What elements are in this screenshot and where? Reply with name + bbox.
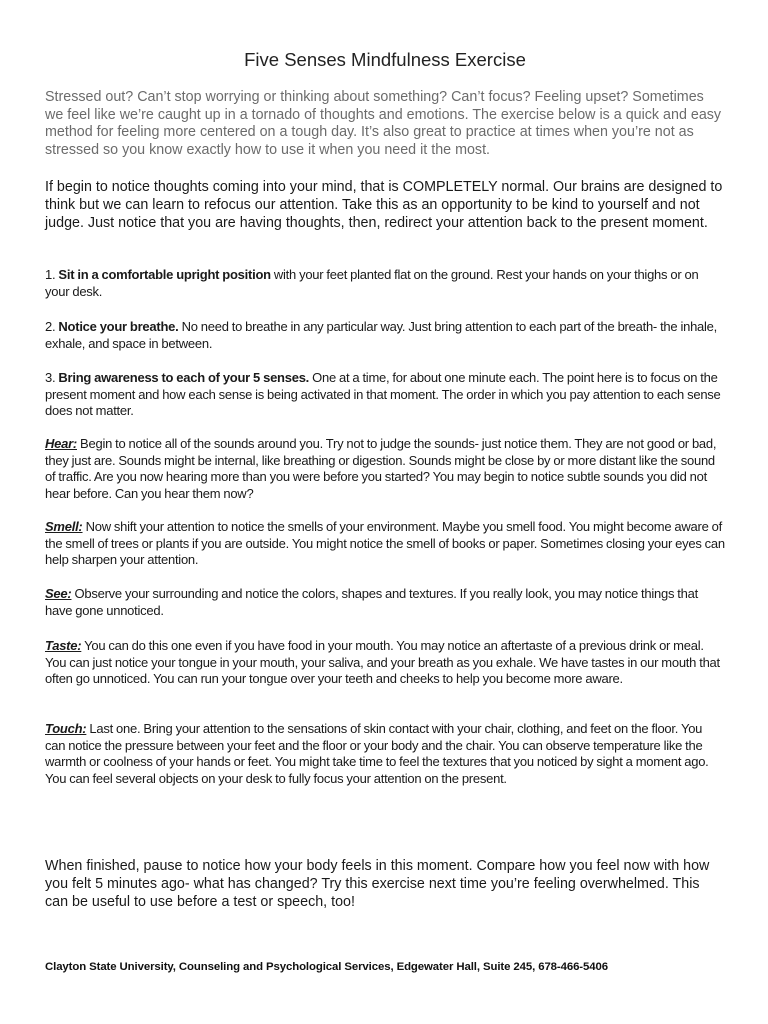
step-number: 1. [45, 267, 56, 282]
step-heading: Sit in a comfortable upright position [58, 267, 271, 282]
document-page [45, 0, 725, 1024]
sense-touch [45, 721, 725, 787]
sense-text: You can do this one even if you have food in your mouth. You may notice an aftertaste of a previous drink or meal. You can just notice your tongue in your mouth, your saliva, and your breath as you exhale. We have tastes in our mouth that often go unnoticed. You can run your tongue over your teeth and cheeks to help you become more aware. [45, 638, 720, 687]
closing-paragraph: When finished, pause to notice how your body feels in this moment. Compare how you feel now with how you felt 5 minutes ago- what has changed? Try this exercise next time you’re feeling overwhelmed. This can be useful to use before a test or speech, too! [45, 858, 710, 910]
sense-smell [45, 519, 725, 569]
step-2 [45, 319, 725, 352]
footer-contact: Clayton State University, Counseling and Psychological Services, Edgewater Hall, Suite 245, 678-466-5406 [45, 961, 608, 973]
sense-name: Taste: [45, 638, 82, 653]
step-number: 2. [45, 319, 56, 334]
step-text: with your feet planted flat on the ground. Rest your hands on your thighs or on your desk. [45, 267, 699, 299]
sense-name: Hear: [45, 436, 77, 451]
attention-note-paragraph: If begin to notice thoughts coming into your mind, that is COMPLETELY normal. Our brains are designed to think but we can learn to refocus our attention. Take this as an opportunity to be kind to yourself and not judge. Just notice that you are having thoughts, then, redirect your attention back to the present moment. [45, 179, 723, 231]
sense-text: Begin to notice all of the sounds around you. Try not to judge the sounds- just notice them. They are not good or bad, they just are. Sounds might be internal, like breathing or digestion. Sounds might be close by or more distant like the sound of traffic. Are you now hearing more than you were before you started? You may begin to notice subtle sounds you did not hear before. Can you hear them now? [45, 436, 717, 501]
sense-text: Last one. Bring your attention to the sensations of skin contact with your chair, clothing, and feet on the floor. You can notice the pressure between your feet and the floor or your body and the chair. You can observe temperature like the warmth or coolness of your hands or feet. You might take time to feel the textures that you noticed by sight a moment ago. You can feel several objects on your desk to fully focus your attention on the present. [45, 721, 709, 786]
step-heading: Bring awareness to each of your 5 senses. [58, 370, 310, 385]
step-text: No need to breathe in any particular way. Just bring attention to each part of the breath- the inhale, exhale, and space in between. [45, 319, 718, 351]
intro-paragraph: Stressed out? Can’t stop worrying or thinking about something? Can’t focus? Feeling upset? Sometimes we feel like we’re caught up in a tornado of thoughts and emotions. The exercise below is a quick and easy method for feeling more centered on a tough day. It’s also great to practice at times when you’re not as stressed so you know exactly how to use it when you need it the most. [45, 89, 722, 158]
step-number: 3. [45, 370, 56, 385]
sense-text: Observe your surrounding and notice the colors, shapes and textures. If you really look, you may notice things that have gone unnoticed. [45, 586, 698, 618]
document-title: Five Senses Mindfulness Exercise [244, 49, 526, 70]
sense-name: Smell: [45, 519, 83, 534]
step-text: One at a time, for about one minute each. The point here is to focus on the present moment and how each sense is being activated in that moment. The order in which you pay attention to each sense does not matter. [45, 370, 721, 419]
sense-text: Now shift your attention to notice the smells of your environment. Maybe you smell food. You might become aware of the smell of trees or plants if you are outside. You might notice the smell of books or paper. Sometimes closing your eyes can help sharpen your attention. [45, 519, 725, 568]
step-3 [45, 370, 725, 420]
sense-name: Touch: [45, 721, 87, 736]
step-heading: Notice your breathe. [58, 319, 179, 334]
sense-taste [45, 638, 725, 688]
sense-name: See: [45, 586, 72, 601]
step-1 [45, 267, 725, 300]
sense-hear [45, 436, 725, 502]
sense-see [45, 586, 725, 619]
